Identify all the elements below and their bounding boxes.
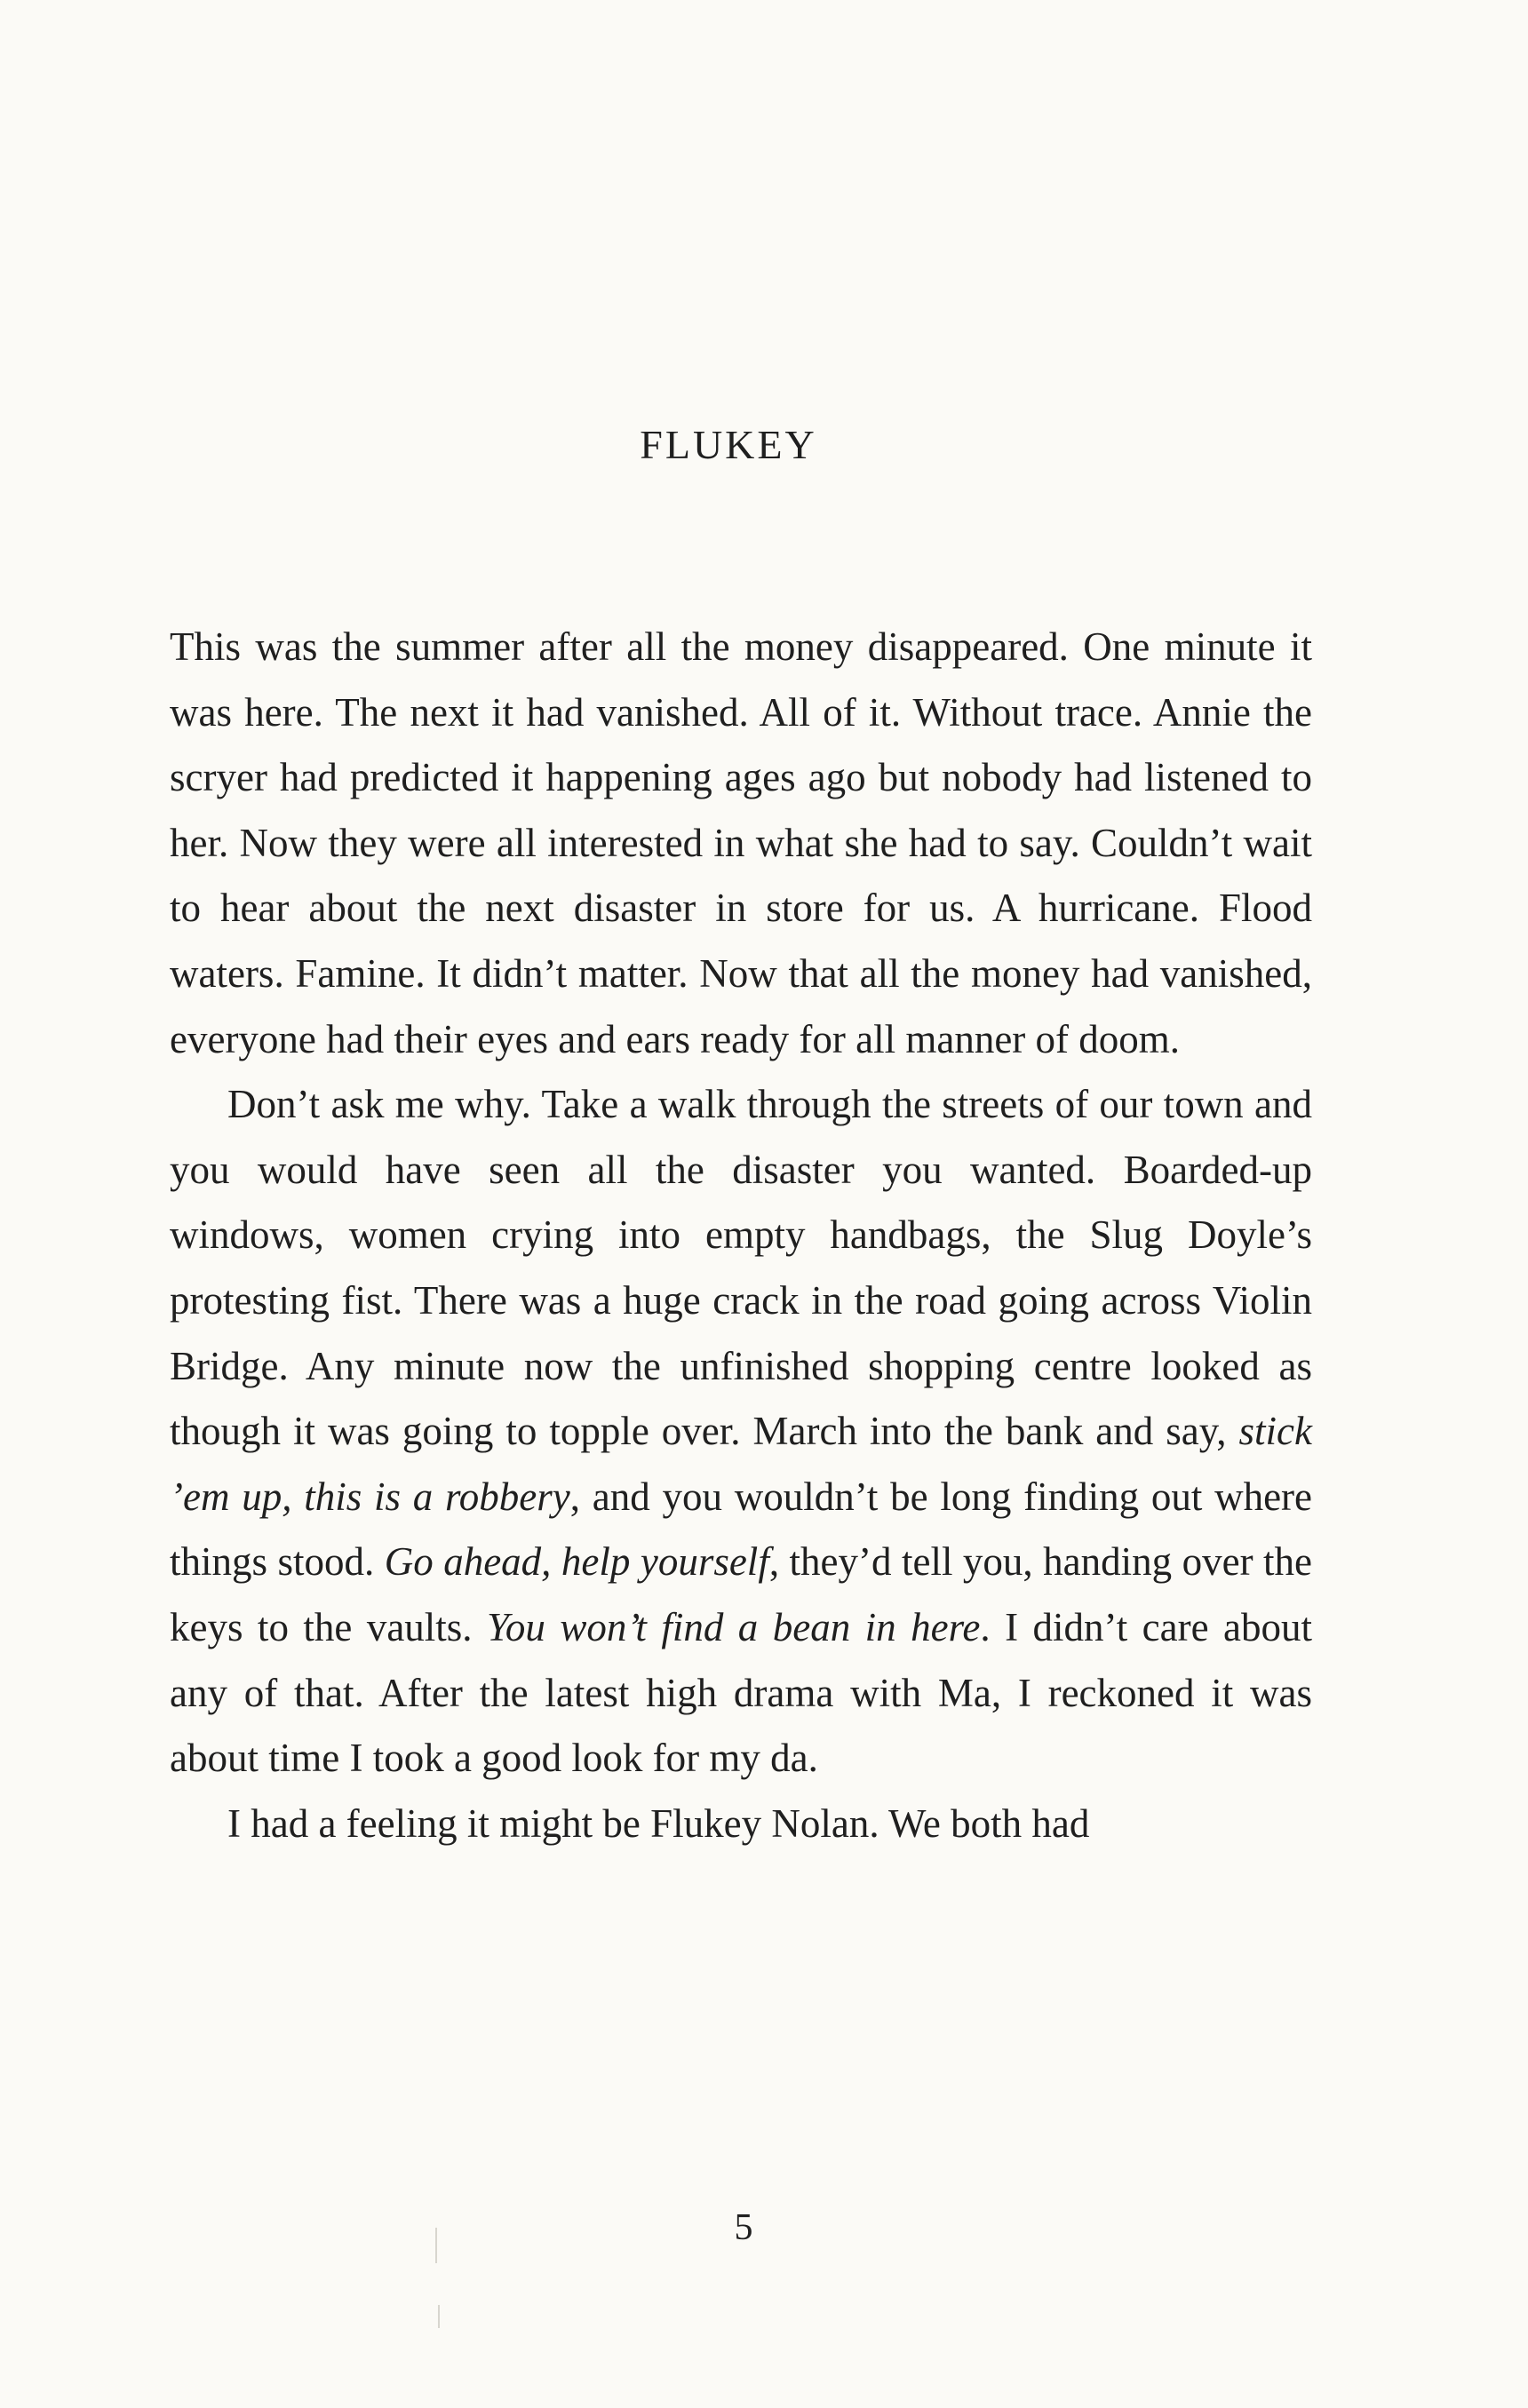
text-segment: , they’d tell you, handing over the keys to the vaults. xyxy=(170,1539,1313,1649)
paragraph xyxy=(170,1792,1312,1857)
scan-mark xyxy=(438,2305,440,2328)
text-segment: Don’t ask me why. Take a walk through the streets of our town and you would have seen all the disaster you wanted. Boarded-up windows, women crying into empty handbags, the Slug Doyle’s protesting fist. There was a huge crack in the road going across Violin Bridge. Any minute now the unfinished shopping centre looked as though it was going to topple over. March into the bank and say, xyxy=(170,1082,1312,1454)
body-text xyxy=(170,615,1312,1856)
text-segment: This was the summer after all the money disappeared. One minute it was here. The next it had vanished. All of it. Without trace. Annie the scryer had predicted it happening ages ago but nobody had listened to her. Now they were all interested in what she had to say. Couldn’t wait to hear about the next disaster in store for us. A hurricane. Flood waters. Famine. It didn’t matter. Now that all the money had vanished, everyone had their eyes and ears ready for all manner of doom. xyxy=(170,624,1312,1061)
text-segment: , and you wouldn’t be long finding out where things stood. xyxy=(170,1474,1313,1585)
page-number: 5 xyxy=(734,2207,753,2248)
paragraph xyxy=(170,1072,1312,1792)
italic-segment: Go ahead, help yourself xyxy=(384,1539,769,1585)
chapter-title: FLUKEY xyxy=(640,422,817,467)
italic-segment: stick ’em up, this is a robbery xyxy=(170,1409,1312,1519)
italic-segment: You won’t find a bean in here xyxy=(487,1604,981,1649)
text-segment: . I didn’t care about any of that. After the latest high drama with Ma, I reckoned it was about time I took a good look for my da. xyxy=(170,1604,1312,1781)
text-segment: I had a feeling it might be Flukey Nolan. We both had xyxy=(227,1800,1090,1846)
paragraph xyxy=(170,615,1312,1072)
scan-mark xyxy=(435,2228,437,2263)
